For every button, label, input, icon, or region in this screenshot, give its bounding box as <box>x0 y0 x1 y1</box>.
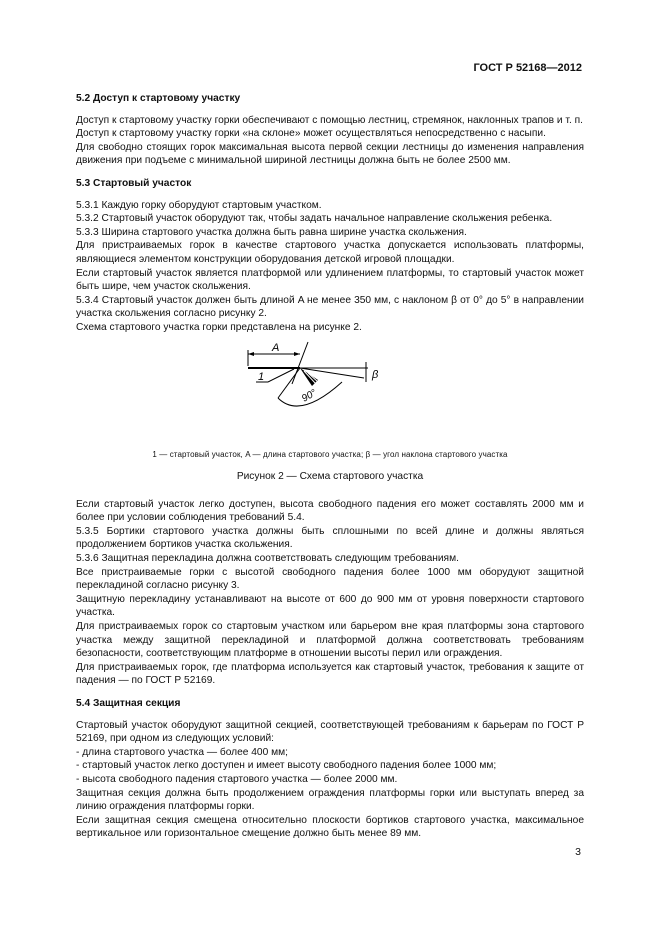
leader-line <box>268 369 294 382</box>
paragraph: Все пристраиваемые горки с высотой свободного падения более 1000 мм оборудуют защитной перекладиной согласно рисунку 3. <box>76 566 584 592</box>
paragraph: Для пристраиваемых горок со стартовым участком или барьером вне края платформы зона стартового участка между защитной перекладиной и платформой должна соответствовать требованиям безопасности, соответствующим платформе в отношении высоты перил или ограждения. <box>76 621 584 660</box>
paragraph: Если стартовый участок легко доступен, высота свободного падения его может составлять 2000 мм и более при условии соблюдения требований 5.4. <box>76 498 584 524</box>
document-code: ГОСТ Р 52168—2012 <box>473 62 582 74</box>
paragraph: Если стартовый участок является платформой или удлинением платформы, то стартовый участок может быть шире, чем участок скольжения. <box>76 267 584 293</box>
label-1: 1 <box>258 370 265 383</box>
list-item: - высота свободного падения стартового участка — более 2000 мм. <box>76 773 398 785</box>
paragraph: 5.3.1 Каждую горку оборудуют стартовым участком. <box>76 199 322 211</box>
arrow-right-icon <box>294 352 300 356</box>
paragraph: Защитная секция должна быть продолжением ограждения платформы горки или выступать вперед за линию ограждения платформы горки. <box>76 787 584 813</box>
section-heading-5-2: 5.2 Доступ к стартовому участку <box>76 93 241 104</box>
paragraph: Доступ к стартовому участку горки обеспечивают с помощью лестниц, стремянок, наклонных трапов и т. п. <box>76 114 583 126</box>
label-beta: β <box>372 368 379 381</box>
list-item: - длина стартового участка — более 400 мм; <box>76 746 288 758</box>
paragraph: Стартовый участок оборудуют защитной секцией, соответствующей требованиям к барьерам по ГОСТ Р 52169, при одном из следующих условий: <box>76 719 584 745</box>
label-90: 90° <box>300 387 319 405</box>
figure-title: Рисунок 2 — Схема стартового участка <box>236 471 424 483</box>
figure-2-diagram <box>76 338 584 446</box>
label-a: A <box>272 341 280 354</box>
figure-caption: 1 — стартовый участок, A — длина стартового участка; β — угол наклона стартового участка <box>152 449 508 459</box>
paragraph: 5.3.4 Стартовый участок должен быть длиной A не менее 350 мм, с наклоном β от 0° до 5° в направлении участка скольжения согласно рисунку 2. <box>76 294 584 320</box>
paragraph: 5.3.3 Ширина стартового участка должна быть равна ширине участка скольжения. <box>76 226 467 238</box>
paragraph: 5.3.6 Защитная перекладина должна соответствовать следующим требованиям. <box>76 553 459 565</box>
paragraph: Для свободно стоящих горок максимальная высота первой секции лестницы до изменения направления движения при подъеме с минимальной шириной лестницы должна быть не более 2500 мм. <box>76 141 584 167</box>
paragraph: 5.3.5 Бортики стартового участка должны быть сплошными по всей длине и должны являться продолжением бортиков участка скольжения. <box>76 525 584 551</box>
document-body <box>76 92 584 841</box>
paragraph: Защитную перекладину устанавливают на высоте от 600 до 900 мм от уровня поверхности стартового участка. <box>76 593 584 619</box>
page-number: 3 <box>575 846 581 858</box>
paragraph: Для пристраиваемых горок, где платформа используется как стартовый участок, требования к защите от падения — по ГОСТ Р 52169. <box>76 661 584 687</box>
list-item: - стартовый участок легко доступен и имеет высоту свободного падения более 1000 мм; <box>76 760 497 772</box>
paragraph: Схема стартового участка горки представлена на рисунке 2. <box>76 321 362 333</box>
section-heading-5-3: 5.3 Стартовый участок <box>76 177 192 189</box>
section-heading-5-4: 5.4 Защитная секция <box>76 698 181 709</box>
paragraph: Доступ к стартовому участку горки «на склоне» может осуществляться непосредственно с насыпи. <box>76 128 546 140</box>
paragraph: Если защитная секция смещена относительно плоскости бортиков стартового участка, максимальное вертикальное или горизонтальное смещение должно быть менее 89 мм. <box>76 814 584 840</box>
reference-line <box>292 342 308 384</box>
arrow-left-icon <box>248 352 254 356</box>
paragraph: Для пристраиваемых горок в качестве стартового участка допускается использовать платформы, являющиеся элементом конструкции оборудования детской игровой площадки. <box>76 240 584 265</box>
arc-leg <box>278 368 300 398</box>
start-section-schematic <box>246 338 416 446</box>
paragraph: 5.3.2 Стартовый участок оборудуют так, чтобы задать начальное направление скольжения ребенка. <box>76 213 553 225</box>
